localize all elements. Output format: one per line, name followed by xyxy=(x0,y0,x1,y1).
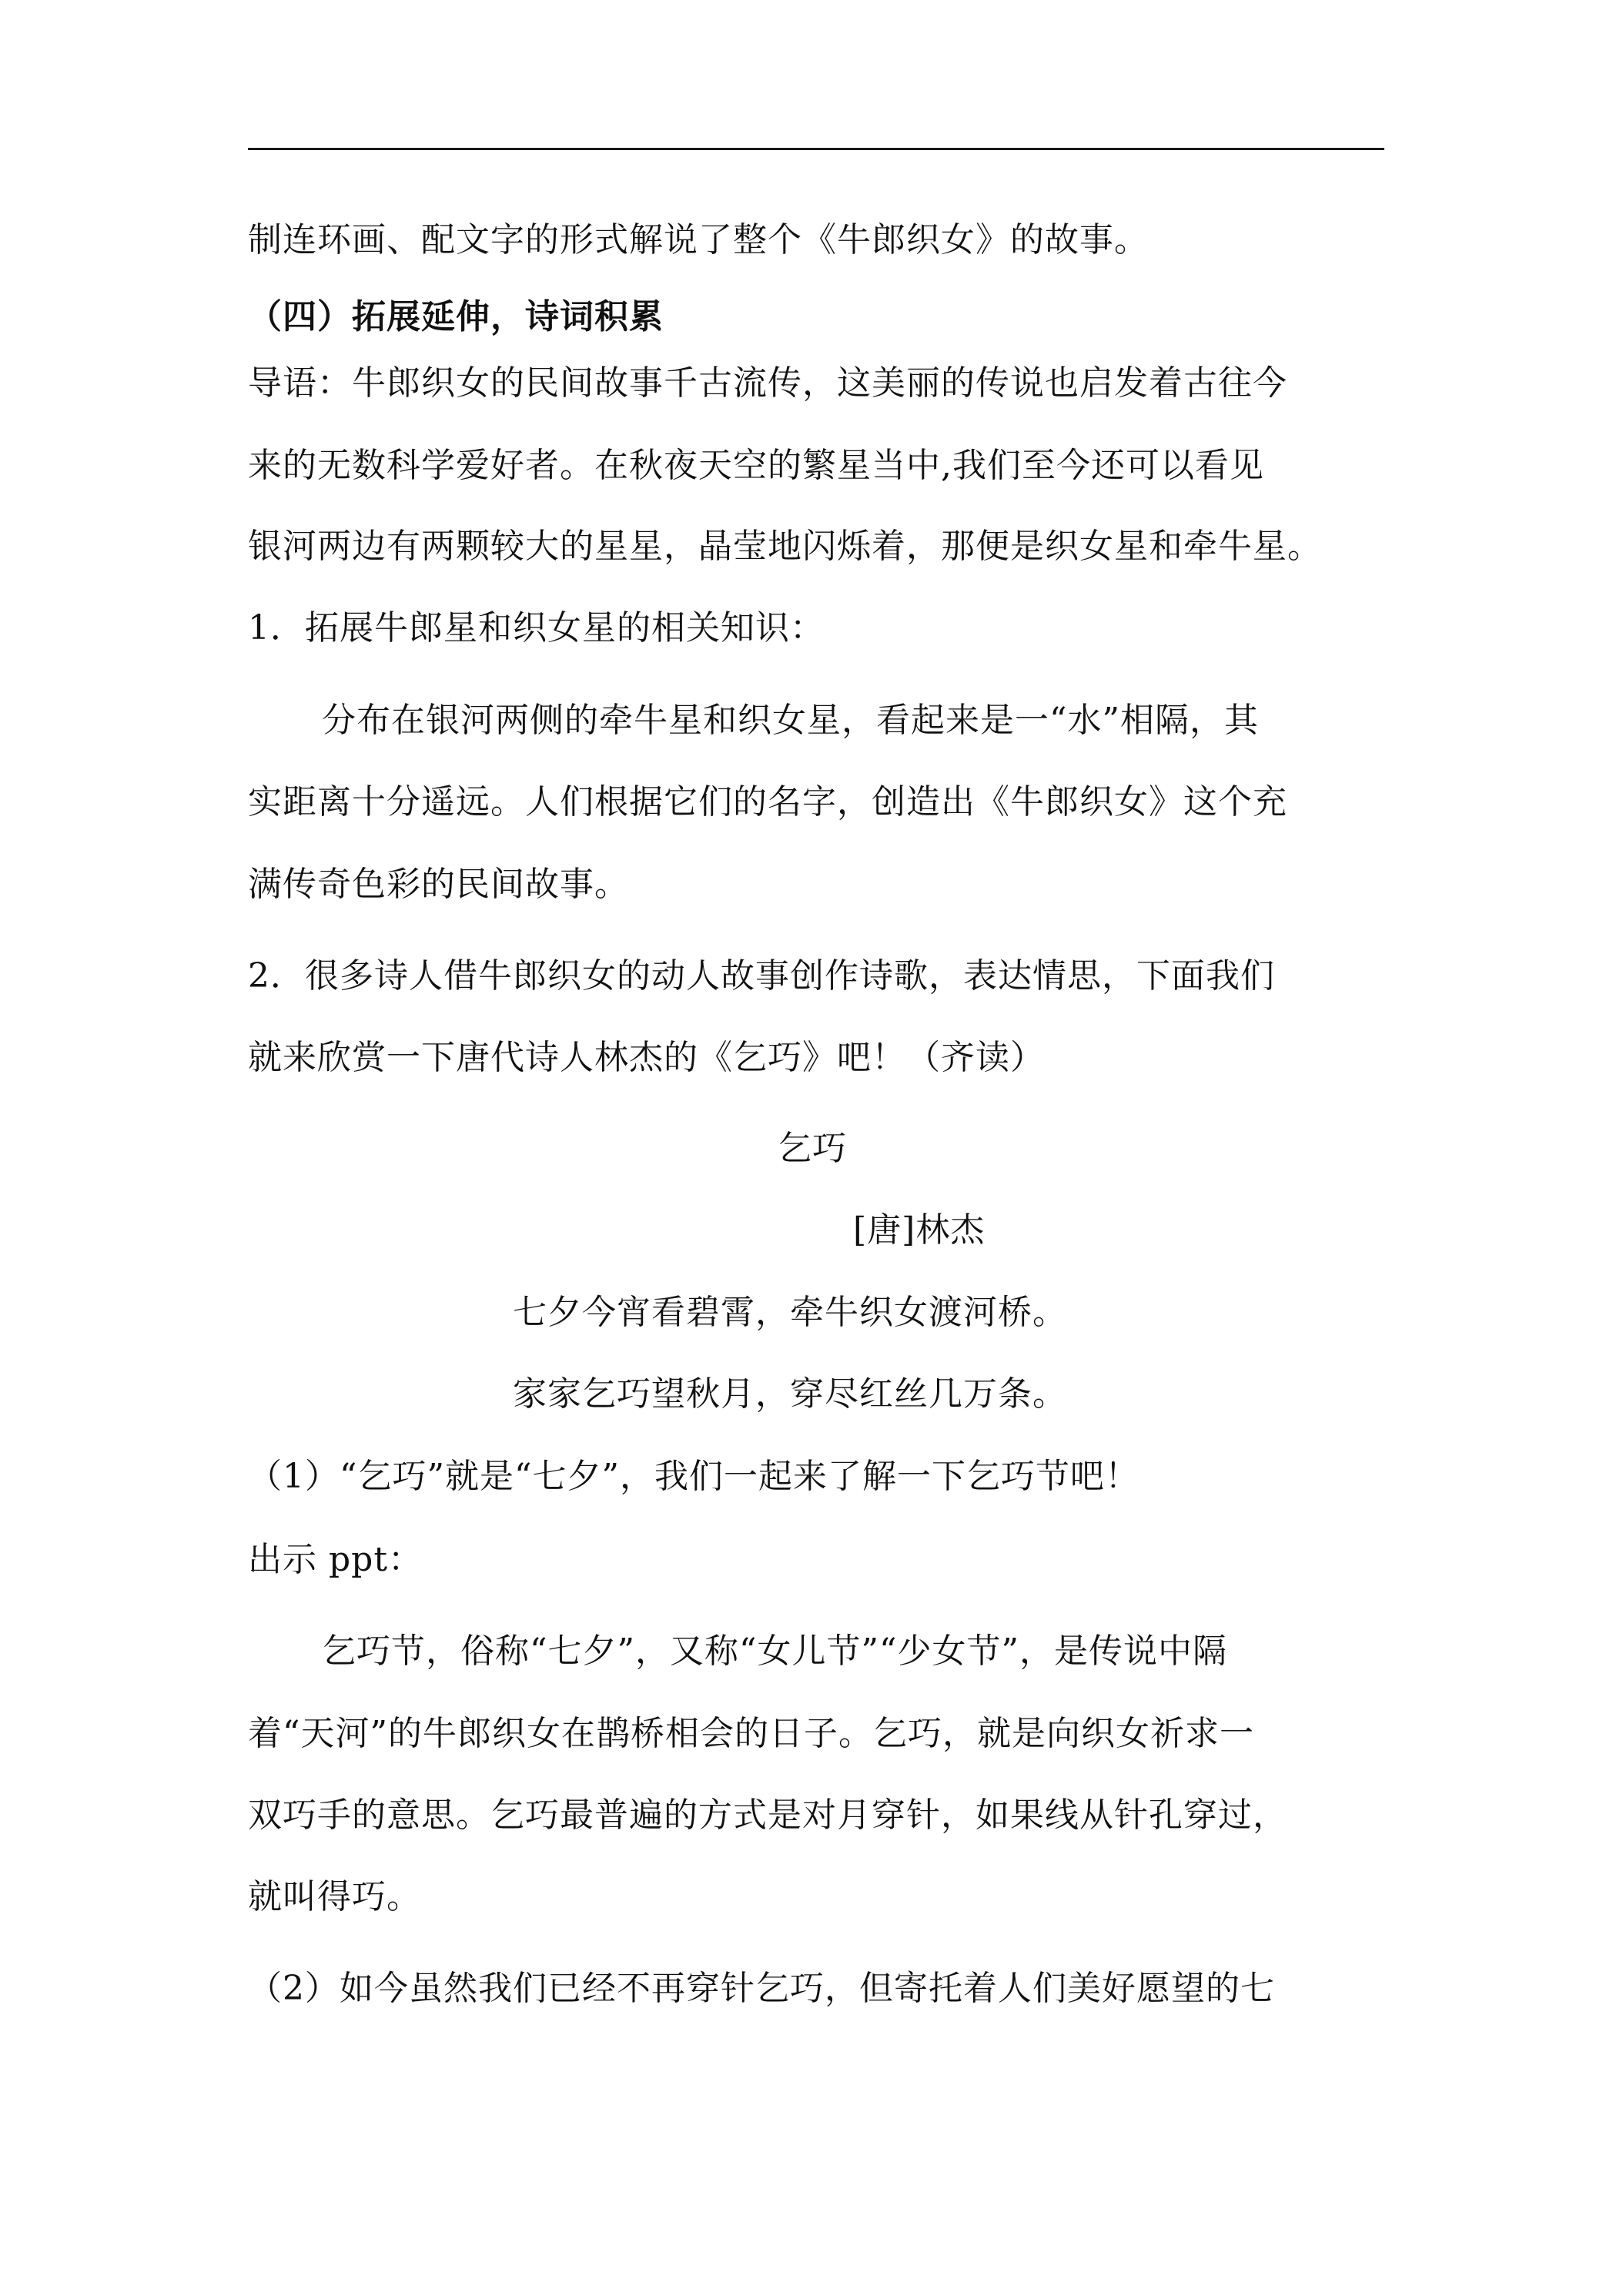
poem-line: 七夕今宵看碧霄，牵牛织女渡河桥。 xyxy=(513,1293,1067,1332)
paragraph-line: 着“天河”的牛郎织女在鹊桥相会的日子。乞巧，就是向织女祈求一 xyxy=(248,1714,1254,1753)
poem-title: 乞巧 xyxy=(778,1129,847,1168)
paragraph-line: 出示 ppt： xyxy=(248,1540,423,1579)
paragraph-line: 导语：牛郎织女的民间故事千古流传，这美丽的传说也启发着古往今 xyxy=(248,363,1287,403)
poem-line: 家家乞巧望秋月，穿尽红丝几万条。 xyxy=(513,1374,1067,1414)
paragraph-line: 银河两边有两颗较大的星星，晶莹地闪烁着，那便是织女星和牵牛星。 xyxy=(248,527,1322,566)
paragraph-line: 就来欣赏一下唐代诗人林杰的《乞巧》吧！（齐读） xyxy=(248,1038,1045,1077)
section-heading: （四）拓展延伸，诗词积累 xyxy=(248,297,664,336)
header-rule xyxy=(248,148,1384,150)
paragraph-line: 双巧手的意思。乞巧最普遍的方式是对月穿针，如果线从针孔穿过， xyxy=(248,1796,1287,1835)
paragraph-line: 实距离十分遥远。人们根据它们的名字，创造出《牛郎织女》这个充 xyxy=(248,782,1287,822)
paragraph-line: 来的无数科学爱好者。在秋夜天空的繁星当中,我们至今还可以看见 xyxy=(248,446,1264,485)
list-item-heading: 2．很多诗人借牛郎织女的动人故事创作诗歌，表达情思，下面我们 xyxy=(248,956,1275,996)
list-item-heading: 1．拓展牛郎星和织女星的相关知识： xyxy=(248,608,825,648)
paragraph-line: 分布在银河两侧的牵牛星和织女星，看起来是一“水”相隔，其 xyxy=(322,701,1259,740)
paragraph-line: （1）“乞巧”就是“七夕”，我们一起来了解一下乞巧节吧！ xyxy=(248,1457,1139,1496)
paragraph-line: （2）如今虽然我们已经不再穿针乞巧，但寄托着人们美好愿望的七 xyxy=(248,1969,1275,2008)
paragraph-line: 满传奇色彩的民间故事。 xyxy=(248,865,629,904)
paragraph-line: 就叫得巧。 xyxy=(248,1877,421,1916)
paragraph-line: 乞巧节，俗称“七夕”，又称“女儿节”“少女节”，是传说中隔 xyxy=(322,1632,1227,1671)
paragraph-line: 制连环画、配文字的形式解说了整个《牛郎织女》的故事。 xyxy=(248,220,1149,259)
poem-author: [唐]林杰 xyxy=(853,1210,986,1250)
